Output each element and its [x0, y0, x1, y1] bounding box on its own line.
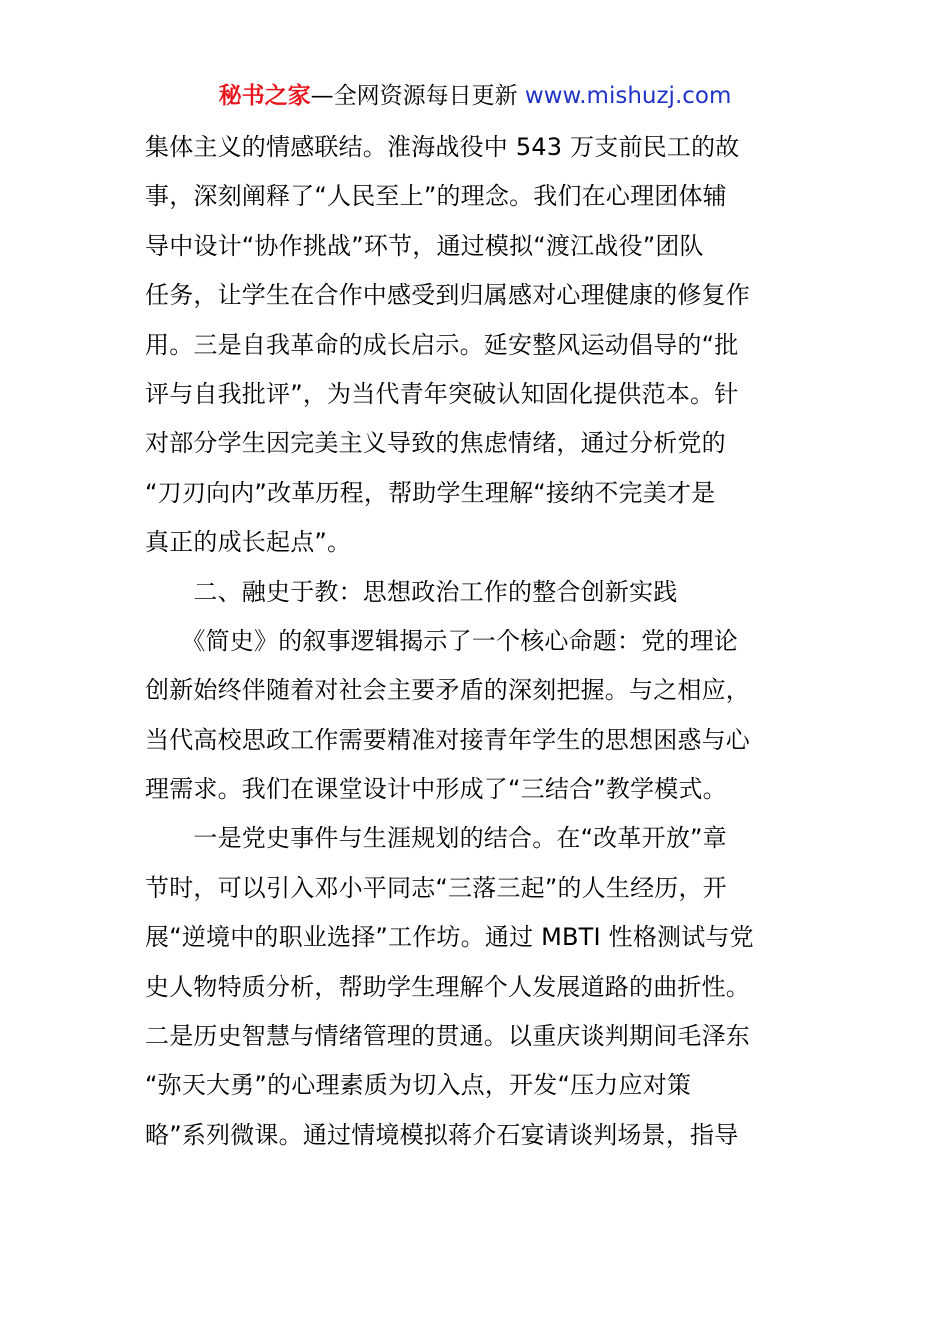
- site-header: [0, 78, 950, 114]
- text-line: 二是历史智慧与情绪管理的贯通。以重庆谈判期间毛泽东: [145, 1022, 750, 1051]
- site-url-link[interactable]: www.mishuzj.com: [524, 83, 732, 109]
- text-line: 当代高校思政工作需要精准对接青年学生的思想困惑与心: [145, 725, 750, 754]
- text-line: 史人物特质分析，帮助学生理解个人发展道路的曲折性。: [145, 972, 750, 1001]
- text-line: 集体主义的情感联结。淮海战役中 543 万支前民工的故: [145, 133, 740, 161]
- site-brand: 秘书之家: [218, 83, 311, 109]
- text-line: “弥天大勇”的心理素质为切入点，开发“压力应对策: [145, 1071, 692, 1100]
- text-line: 一是党史事件与生涯规划的结合。在“改革开放”章: [145, 824, 727, 853]
- text-line: 任务，让学生在合作中感受到归属感对心理健康的修复作: [145, 281, 750, 310]
- text-line: 《简史》的叙事逻辑揭示了一个核心命题：党的理论: [145, 626, 738, 655]
- text-line: 对部分学生因完美主义导致的焦虑情绪，通过分析党的: [145, 429, 726, 458]
- site-slogan: —全网资源每日更新: [310, 83, 518, 109]
- text-line: 理需求。我们在课堂设计中形成了“三结合”教学模式。: [145, 775, 727, 804]
- text-line: 用。三是自我革命的成长启示。延安整风运动倡导的“批: [145, 330, 739, 359]
- text-line: 评与自我批评”，为当代青年突破认知固化提供范本。针: [145, 379, 739, 408]
- text-line: 创新始终伴随着对社会主要矛盾的深刻把握。与之相应，: [145, 676, 750, 705]
- text-line: 节时，可以引入邓小平同志“三落三起”的人生经历，开: [145, 873, 727, 902]
- text-line: 导中设计“协作挑战”环节，通过模拟“渡江战役”团队: [145, 231, 704, 260]
- document-body: [145, 123, 815, 1160]
- text-line: 真正的成长起点”。: [145, 528, 352, 557]
- text-line: 展“逆境中的职业选择”工作坊。通过 MBTI 性格测试与党: [145, 923, 754, 952]
- text-line: “刀刃向内”改革历程，帮助学生理解“接纳不完美才是: [145, 478, 716, 507]
- section-heading: 二、融史于教：思想政治工作的整合创新实践: [145, 577, 678, 606]
- text-line: 事，深刻阐释了“人民至上”的理念。我们在心理团体辅: [145, 182, 727, 211]
- text-line: 略”系列微课。通过情境模拟蒋介石宴请谈判场景，指导: [145, 1120, 739, 1149]
